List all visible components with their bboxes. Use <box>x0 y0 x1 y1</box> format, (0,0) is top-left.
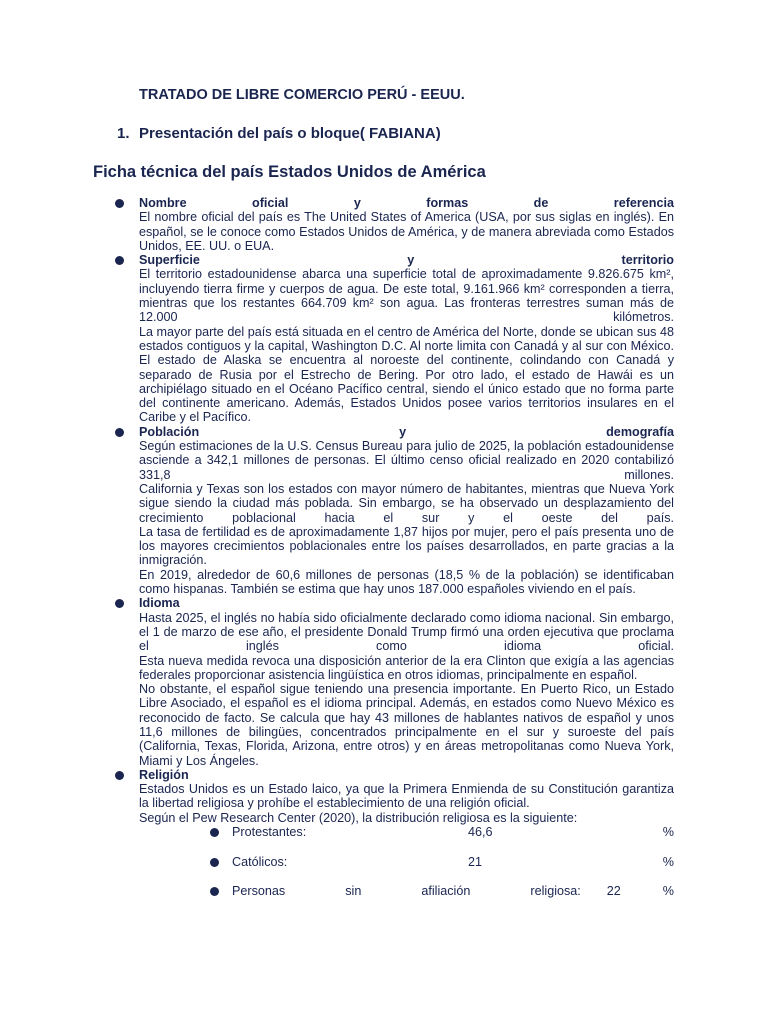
bullet-icon <box>115 599 124 608</box>
paragraph: California y Texas son los estados con mayor número de habitantes, mientras que Nueva York sigue siendo la ciudad más poblada. Sin embargo, se ha observado un desplazamiento del crecimiento poblacional hacia el sur y el oeste del país. <box>139 481 674 525</box>
stat-value: 46,6 <box>468 825 493 840</box>
bullet-icon <box>115 199 124 208</box>
section-religion <box>139 768 674 825</box>
section-label: Nombre oficial y formas de referencia <box>139 196 674 210</box>
paragraph: Esta nueva medida revoca una disposición anterior de la era Clinton que exigía a las agencias federales proporcionar asistencia lingüística en otros idiomas, principalmente en español. <box>139 653 674 682</box>
paragraph: Hasta 2025, el inglés no había sido oficialmente declarado como idioma nacional. Sin embargo, el 1 de marzo de ese año, el presidente Donald Trump firmó una orden ejecutiva que proclama el inglés como idioma oficial. <box>139 610 674 654</box>
section-language <box>139 596 674 768</box>
paragraph: El nombre oficial del país es The United States of America (USA, por sus siglas en inglés). En español, se le conoce como Estados Unidos de América, y de manera abreviada como Estados Unidos, EE. UU. o EUA. <box>139 210 674 253</box>
section-label: Superficie y territorio <box>139 253 674 268</box>
stat-unit: % <box>662 854 674 869</box>
paragraph: La tasa de fertilidad es de aproximadamente 1,87 hijos por mujer, pero el país presenta uno de los mayores crecimientos poblacionales entre los países desarrollados, en parte gracias a la inmigración. <box>139 524 674 568</box>
section-label: Población y demografía <box>139 424 674 439</box>
bullet-icon <box>115 256 124 265</box>
paragraph: Según estimaciones de la U.S. Census Bureau para julio de 2025, la población estadounidense asciende a 342,1 millones de personas. El último censo oficial realizado en 2020 contabilizó 331,8 millones. <box>139 439 674 482</box>
stat-label: Protestantes: <box>232 825 307 840</box>
stat-unit: % <box>662 884 674 899</box>
stat-unit: % <box>662 825 674 840</box>
document-title: TRATADO DE LIBRE COMERCIO PERÚ - EEUU. <box>139 87 465 103</box>
paragraph: El territorio estadounidense abarca una superficie total de aproximadamente 9.826.675 km², incluyendo tierra firme y cuerpos de agua. De este total, 9.161.966 km² corresponden a tierra, mientras que los restantes 664.709 km² son agua. Las fronteras terrestres suman más de 12.000 kilómetros. <box>139 267 674 325</box>
list-item <box>232 855 674 885</box>
section-territory <box>139 253 674 425</box>
section-official-name <box>139 196 674 253</box>
paragraph: Estados Unidos es un Estado laico, ya que la Primera Enmienda de su Constitución garantiza la libertad religiosa y prohíbe el establecimiento de una religión oficial. <box>139 782 674 811</box>
list-item <box>232 825 674 855</box>
section-heading <box>117 125 441 142</box>
list-item <box>232 884 674 914</box>
sheet-title: Ficha técnica del país Estados Unidos de América <box>93 163 486 181</box>
section-label: Religión <box>139 767 189 782</box>
stat-label: Personas sin afiliación religiosa: <box>232 884 581 899</box>
paragraph: Según el Pew Research Center (2020), la distribución religiosa es la siguiente: <box>139 810 578 825</box>
religion-stats-list <box>139 825 674 914</box>
stat-value: 21 <box>468 854 483 869</box>
stat-value: 22 <box>606 884 621 899</box>
section-population <box>139 425 674 597</box>
section-number: 1. <box>117 125 130 142</box>
bullet-icon <box>115 771 124 780</box>
paragraph: No obstante, el español sigue teniendo una presencia importante. En Puerto Rico, un Estado Libre Asociado, el español es el idioma principal. Además, en estados como Nuevo México es reconocido de facto. Se calcula que hay 43 millones de hablantes nativos de español y unos 11,6 millones de bilingües, concentrados principalmente en el sur y suroeste del país (California, Texas, Florida, Arizona, entre otros) y en áreas metropolitanas como Nueva York, Miami y Los Ángeles. <box>139 682 674 768</box>
bullet-icon <box>210 828 219 837</box>
bullet-icon <box>115 428 124 437</box>
stat-label: Católicos: <box>232 854 288 869</box>
document-body <box>139 196 674 914</box>
bullet-icon <box>210 858 219 867</box>
section-label: Idioma <box>139 596 180 611</box>
bullet-icon <box>210 887 219 896</box>
paragraph: La mayor parte del país está situada en el centro de América del Norte, donde se ubican sus 48 estados contiguos y la capital, Washington D.C. Al norte limita con Canadá y al sur con México. El estado de Alaska se encuentra al noroeste del continente, colindando con Canadá y separado de Rusia por el Estrecho de Bering. Por otro lado, el estado de Hawái es un archipiélago situado en el Océano Pacífico central, siendo el único estado que no forma parte del continente americano. Además, Estados Unidos posee varios territorios insulares en el Caribe y el Pacífico. <box>139 324 674 425</box>
paragraph: En 2019, alrededor de 60,6 millones de personas (18,5 % de la población) se identificaban como hispanas. También se estima que hay unos 187.000 españoles viviendo en el país. <box>139 567 674 597</box>
section-heading-text: Presentación del país o bloque( FABIANA) <box>139 125 441 142</box>
